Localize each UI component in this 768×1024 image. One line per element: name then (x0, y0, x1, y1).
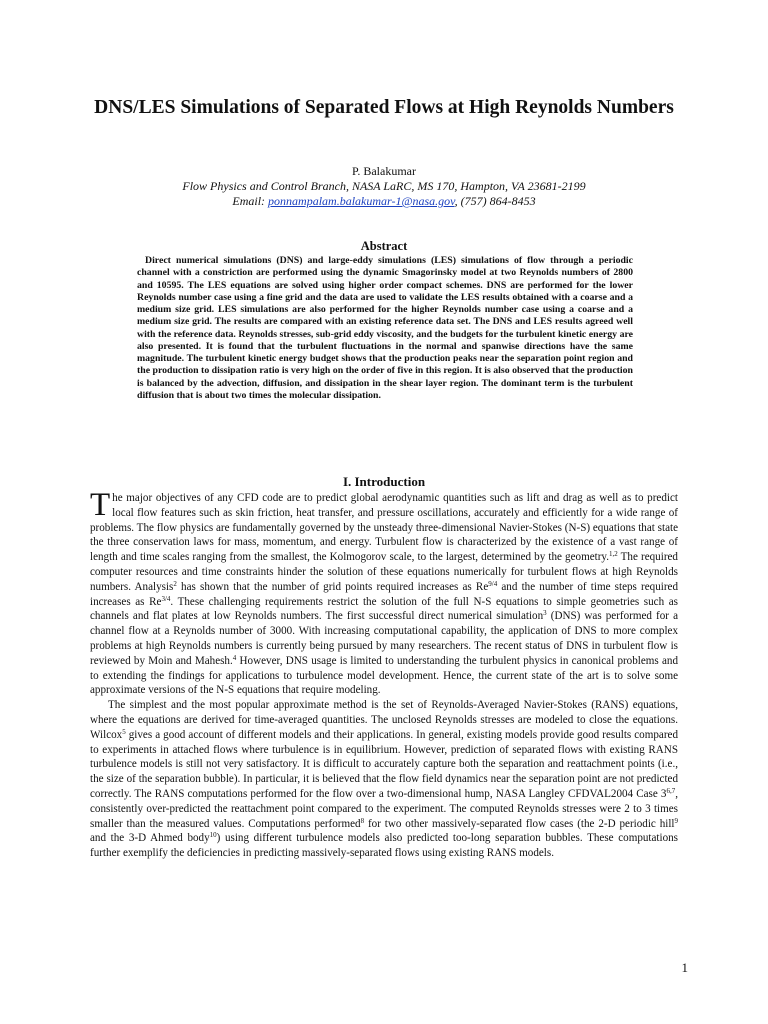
intro-paragraph-1 (90, 487, 679, 698)
drop-cap: T (90, 487, 111, 523)
text-run: for two other massively-separated flow cases (the 2-D periodic hill (364, 817, 675, 830)
intro-paragraph-2 (90, 698, 678, 861)
text-run: ) using different turbulence models also predicted too-long separation bubbles. These computations further exemplify the deficiencies in predicting massively-separated flows using existing RANS models. (90, 832, 678, 860)
paper-title: DNS/LES Simulations of Separated Flows at High Reynolds Numbers (94, 97, 674, 118)
email-suffix: , (757) 864-8453 (454, 194, 536, 208)
text-run: and the 3-D Ahmed body (90, 832, 210, 845)
citation-superscript: 2 (173, 579, 177, 588)
citation-superscript: 3 (543, 609, 547, 618)
author-email-line (0, 194, 768, 209)
introduction-body (90, 487, 679, 861)
email-prefix: Email: (232, 194, 269, 208)
text-run: The required computer resources and time constraints hinder the solution of these equations numerically for turbulent flows at high Reynolds numbers. Analysis (90, 551, 678, 593)
author-affiliation: Flow Physics and Control Branch, NASA LaRC, MS 170, Hampton, VA 23681-2199 (182, 179, 586, 193)
citation-superscript: 8 (360, 816, 365, 825)
text-run: and the number of time steps required increases as Re (90, 580, 679, 608)
abstract-heading: Abstract (360, 239, 408, 253)
citation-superscript: 5 (122, 727, 126, 736)
citation-superscript: 6,7 (666, 786, 676, 795)
citation-superscript: 4 (232, 653, 237, 662)
abstract-text: Direct numerical simulations (DNS) and large-eddy simulations (LES) simulations of flow through a periodic channel with a constriction are performed using the dynamic Smagorinsky model at two Reynolds numbers of 2800 and 10595. The LES equations are solved using higher order compact schemes. DNS are performed for the lower Reynolds number case using a fine grid and the data are used to validate the LES results obtained with a coarse and a medium size grid. LES simulations are also performed for the higher Reynolds number case using a coarse and a medium size grid. The results are compared with an existing reference data set. The DNS and LES results agreed well with the reference data. Reynolds stresses, sub-grid eddy viscosity, and the budgets for the turbulent kinetic energy are also presented. It is found that the turbulent fluctuations in the normal and spanwise directions have the same magnitude. The turbulent kinetic energy budget shows that the production peaks near the separation point region and the production to dissipation ratio is very high on the order of five in this region. It is also observed that the production is balanced by the advection, diffusion, and dissipation in the shear layer region. The dominant term is the turbulent diffusion that is about two times the molecular dissipation. (137, 255, 633, 401)
exponent-superscript: 9/4 (488, 579, 498, 588)
citation-superscript: 9 (674, 816, 678, 825)
email-link[interactable]: ponnampalam.balakumar-1@nasa.gov (268, 194, 455, 208)
text-run: . These challenging requirements restrict the solution of the full N-S equations to simple geometries such as channels and flat plates at low Reynolds numbers. The first successful direct numerical simulation (90, 595, 678, 623)
text-run: (DNS) was performed for a channel flow at a Reynolds number of 3000. With increasing computational capability, the application of DNS to more complex problems at high Reynolds numbers is currently being pursued by many researchers. The recent status of DNS in turbulent flow is reviewed by Moin and Mahesh. (90, 610, 678, 667)
text-run: has shown that the number of grid points required increases as Re (176, 580, 489, 593)
citation-superscript: 10 (209, 831, 217, 840)
page-number: 1 (681, 960, 688, 975)
citation-superscript: 1,2 (609, 550, 618, 559)
text-run: However, DNS usage is limited to understanding the turbulent physics in canonical problems and to extending the findings for applications to turbulence model development. Hence, the current state of the art is to solve some approximate versions of the N-S equations that require modeling. (90, 654, 679, 697)
exponent-superscript: 3/4 (161, 594, 171, 603)
author-name: P. Balakumar (352, 164, 416, 178)
text-run: he major objectives of any CFD code are to predict global aerodynamic quantities such as lift and drag as well as to predict local flow features such as skin friction, heat transfer, and pressure oscillations, accurately and efficiently for a wide range of problems. The flow physics are fundamentally governed by the unsteady three-dimensional Navier-Stokes (N-S) equations that state the three conservation laws for mass, momentum, and energy. Turbulent flow is characterized by the existence of a vast range of length and time scales ranging from the smallest, the Kolmogorov scale, to the largest, determined by the geometry. (90, 492, 678, 564)
text-run: The simplest and the most popular approximate method is the set of Reynolds-Averaged Navier-Stokes (RANS) equations, where the equations are derived for time-averaged quantities. The unclosed Reynolds stresses are modeled to close the equations. Wilcox (90, 699, 678, 741)
text-run: , consistently over-predicted the reattachment point compared to the experiment. The computed Reynolds stresses were 2 to 3 times smaller than the measured values. Computations performed (90, 787, 678, 830)
section-heading-introduction: I. Introduction (342, 474, 426, 489)
text-run: gives a good account of different models and their applications. In general, existing models provide good results compared to experiments in attached flows where turbulence is in equilibrium. However, prediction of separated flows with existing RANS turbulence models is still not very satisfactory. It is difficult to accurately capture both the separation and reattachment points (i.e., the size of the separation bubble). In particular, it is believed that the flow field dynamics near the separation point are not predicted correctly. The RANS computations performed for the flow over a two-dimensional hump, NASA Langley CFDVAL2004 Case 3 (90, 728, 678, 800)
